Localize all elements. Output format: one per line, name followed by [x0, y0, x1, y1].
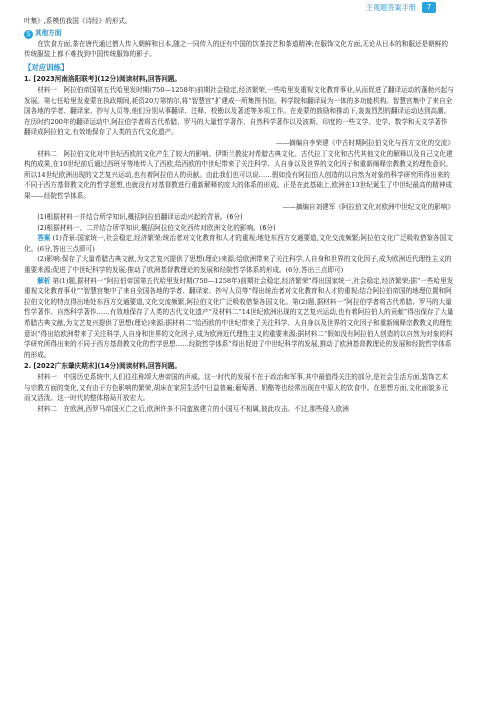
q1-material1: 材料一 阿拉伯帝国第五代哈里发时期(750—1258年)前期社会稳定,经济繁荣,一些哈里发重视文化教育事业,从而促进了翻译运动的蓬勃兴起与发展。第七任哈里发麦蒙在执政期间,耗资20万第纳尔,将“智慧宫”扩建成一所集图书馆、科学院和翻译局为一体的多功能机构。智慧宫集中了来自全国各地的学者、翻译家、抄写人员等,他们分别从事翻译、注释、校勘以及著述等多项工作。在麦蒙的鼓励和推动下,轰轰烈烈的翻译运动达到高潮。在历时约200年的翻译运动中,阿拉伯学者将古代希腊、罗马的大量哲学著作、自然科学著作以及波斯、印度的一些文学、史学、数学和天文学著作翻译成阿拉伯文,有效地保存了人类的古代文化遗产。 — [24, 85, 454, 137]
other-aspects-heading — [24, 28, 454, 39]
q1-sub1: (1)根据材料一并结合所学知识,概括阿拉伯翻译运动兴起的背景。(6分) — [37, 213, 243, 222]
q1-material2: 材料二 阿拉伯文化对中世纪西欧的文化产生了较大的影响。伊斯兰教徒对希腊古典文化、古代拉丁文化和古代其他文化的解释以及自己文化建构的成果,在10世纪前后通过西班牙等地传入了西欧,给西欧的中世纪带来了关注科学、人自身以及世界的文化因子和重新阐释宗教教义的理性意识。所以14世纪欧洲出现的文艺复兴运动,也有着阿拉伯人的贡献。由此我们也可以说……假如没有阿拉伯人创造的以自然为对象的科学研究所得出来的不同于西方基督教文化的哲学思想,也就没有对基督教进行重新解释的庞大的体系的形成。正是在此基础上,欧洲在13世纪诞生了中世纪最高的精神成果——经院哲学体系。 — [24, 149, 453, 200]
analysis-text: 第(1)题,据材料一“阿拉伯帝国第五代哈里发时期(750—1258年)前期社会稳定,经济繁荣”得出国家统一,社会稳定,经济繁荣;据“一些哈里发重视文化教育事业”“智慧宫集中了来自全国各地的学者、翻译家、抄写人员等”得出统治者对文化教育和人才的重视;结合阿拉伯帝国的地理位置和阿拉伯文化的特点得出地处东西方交通要道,文化交流频繁,阿拉伯文化广泛吸收借鉴各国文化。第(2)题,据材料一“阿拉伯学者将古代希腊、罗马的大量哲学著作、自然科学著作……有效地保存了人类的古代文化遗产”及材料二“14世纪欧洲出现的文艺复兴运动,也有着阿拉伯人的贡献”得出保存了大量希腊古典文献,为文艺复兴提供了思想(理论)来源;据材料二“给西欧的中世纪带来了关注科学、人自身以及世界的文化因子和重新阐释宗教教义的理性意识”得出给欧洲带来了关注科学,人自身和世界的文化因子,成为欧洲近代理性主义的重要来源;据材料二“假如没有阿拉伯人创造的以自然为对象的科学研究所得出来的不同于西方基督教文化的哲学思想……经院哲学体系”得出促进了中世纪科学的发展,推动了欧洲基督教理论的发展和经院哲学体系的形成。 — [24, 276, 454, 359]
header-title: 主观题答案手册 — [365, 3, 416, 12]
q1-sub2: (2)根据材料一、二并结合所学知识,概括阿拉伯文化西传对欧洲文化的影响。(6分) — [37, 223, 276, 232]
q1-title: 1. [2023河南洛阳联考](12分)阅读材料,回答问题。 — [24, 75, 181, 84]
answer1-text: (1)背景:国家统一,社会稳定,经济繁荣;统治者对文化教育和人才的重视;地处东西方交通要道,文化交流频繁;阿拉伯文化广泛吸收借鉴各国文化。(6分,答出三点即可) — [24, 234, 453, 253]
q2-title: 2. [2022广东肇庆期末](14分)阅读材料,回答问题。 — [24, 362, 181, 371]
training-heading: 【对应训练】 — [24, 62, 69, 72]
q1-answer1 — [24, 233, 454, 254]
q1-analysis — [24, 276, 454, 361]
intro-line: 叶集》,系模仿我国《诗经》的形式。 — [24, 17, 132, 25]
section-number-icon: 5 — [24, 30, 33, 39]
q2-material2: 材料二 在欧洲,西罗马帝国灭亡之后,欧洲许多不同蛮族建立的小国互不相属,彼此攻击。不过,那些侵入欧洲 — [37, 404, 349, 413]
page-content — [24, 16, 454, 414]
q2-material1: 材料一 中国历史系统中,人们往往称颂大唐帝国的声威。这一时代的发展不在于政治和军事,其中最值得关注的部分,是社会生活方面,装饰艺术与宗教方面的变化,又有由于方色影响的繁荣,胡床在家居生活中日益普遍;葡萄酒、奶酪等也经常出现在中原人的饮食中。在思想方面,文化面貌多元而又活泼。这一时代的整体格局开放宏大。 — [24, 373, 448, 403]
page-number-badge: 7 — [422, 2, 436, 13]
q1-answer2: (2)影响:保存了大量希腊古典文献,为文艺复兴提供了思想(理论)来源;给欧洲带来了关注科学,人自身和世界的文化因子,成为欧洲近代理性主义的重要来源;促进了中世纪科学的发展;推动了欧洲基督教理论的发展和经院哲学体系的形成。(6分,答出三点即可) — [24, 255, 452, 275]
answer-label: 答案 — [37, 234, 51, 243]
other-aspects-text: 在饮食方面,茶在唐代通过僧人传入朝鲜和日本,随之一同传入的还有中国的饮茶技艺和茶道精神;在服饰文化方面,无论从日本的和服还是朝鲜的传统服装上都不难找到中国传统服饰的影子。 — [24, 39, 448, 59]
q1-source1: ——摘编自李荣建《中古时期阿拉伯文化与西方文化的交流》 — [275, 138, 454, 147]
other-aspects-label: 其他方面 — [35, 28, 62, 37]
q1-source2: ——摘编自刘建军《阿拉伯文化对欧洲中世纪文化的影响》 — [282, 202, 454, 211]
analysis-label: 解析 — [37, 276, 51, 285]
